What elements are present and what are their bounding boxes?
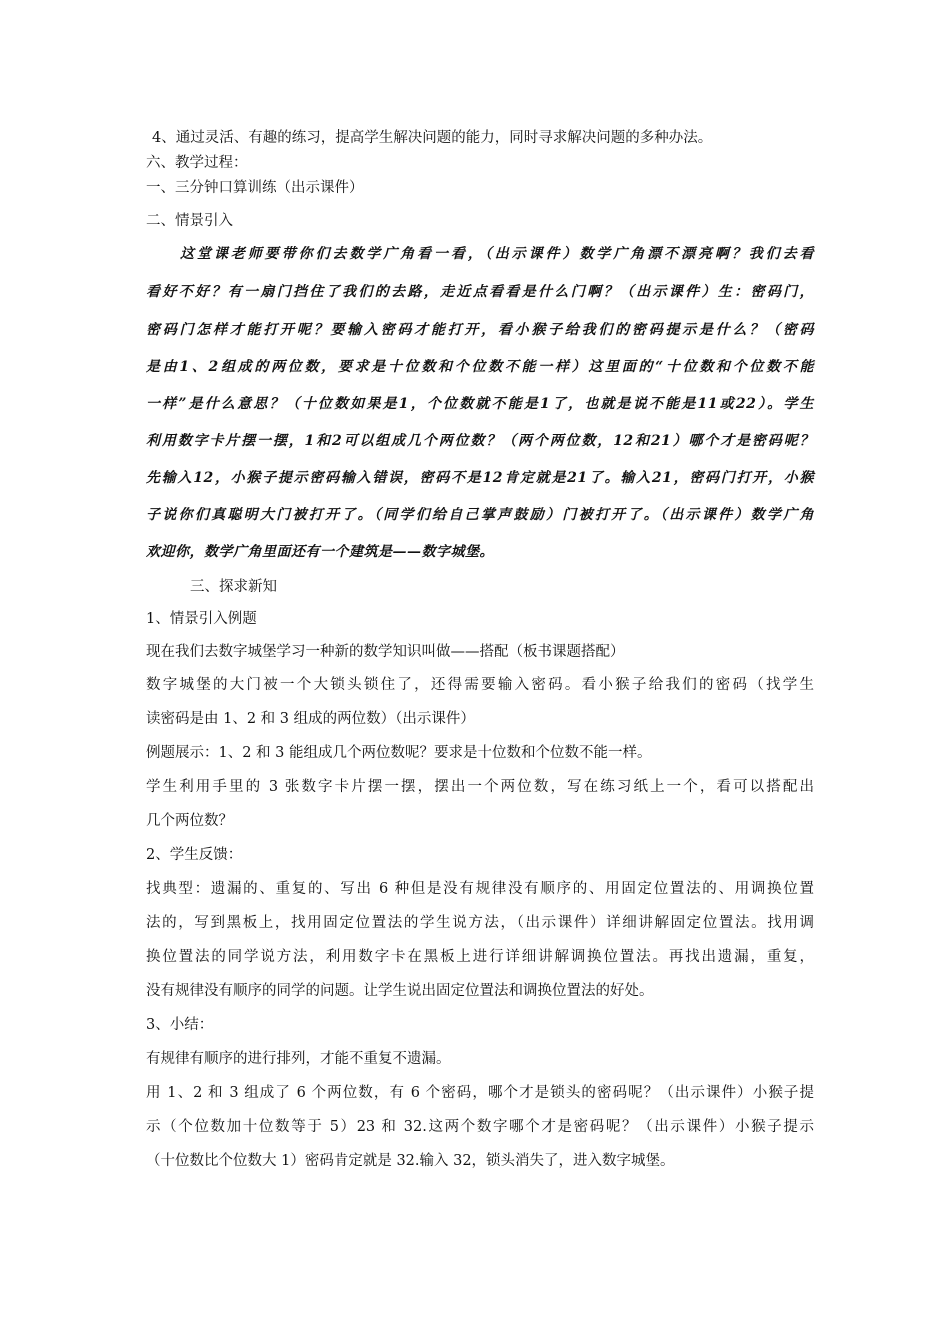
- para-typical-4: 没有规律没有顺序的同学的问题。让学生说出固定位置法和调换位置法的好处。: [146, 983, 654, 999]
- para-password-2: 示（个位数加十位数等于 5）23 和 32.这两个数字哪个才是密码呢？（出示课件）小猴子提示: [146, 1119, 814, 1135]
- story-line-7: 先输入12，小猴子提示密码输入错误，密码不是12肯定就是21了。输入21，密码门打开，小猴: [146, 470, 814, 486]
- story-line-6: 利用数字卡片摆一摆，1和2可以组成几个两位数？（两个两位数，12和21）哪个才是密码呢？: [146, 433, 814, 449]
- story-line-4: 是由1、2组成的两位数，要求是十位数和个位数不能一样）这里面的“十位数和个位数不能: [146, 359, 814, 375]
- step-explore-new: 三、探求新知: [190, 579, 277, 595]
- sub-feedback: 2、学生反馈：: [146, 847, 243, 863]
- para-castle-door-1: 数字城堡的大门被一个大锁头锁住了，还得需要输入密码。看小猴子给我们的密码（找学生: [146, 677, 814, 693]
- para-typical-1: 找典型：遗漏的、重复的、写出 6 种但是没有规律没有顺序的、用固定位置法的、用调换位置: [146, 881, 814, 897]
- story-line-9: 欢迎你，数学广角里面还有一个建筑是——数字城堡。: [146, 544, 494, 560]
- step-oral-training: 一、三分钟口算训练（出示课件）: [146, 180, 364, 196]
- para-summary: 有规律有顺序的进行排列，才能不重复不遗漏。: [146, 1051, 451, 1067]
- step-scenario-intro: 二、情景引入: [146, 213, 233, 229]
- para-password-1: 用 1、2 和 3 组成了 6 个两位数，有 6 个密码，哪个才是锁头的密码呢？（出示课件）小猴子提: [146, 1085, 814, 1101]
- para-example: 例题展示：1、2 和 3 能组成几个两位数呢？要求是十位数和个位数不能一样。: [146, 745, 652, 761]
- para-castle-door-2: 读密码是由 1、2 和 3 组成的两位数）（出示课件）: [146, 711, 475, 727]
- story-line-2: 看好不好？有一扇门挡住了我们的去路，走近点看看是什么门啊？（出示课件）生：密码门，: [146, 284, 814, 300]
- objective-4: 4、通过灵活、有趣的练习，提高学生解决问题的能力，同时寻求解决问题的多种办法。: [152, 130, 713, 146]
- para-typical-2: 法的，写到黑板上，找用固定位置法的学生说方法，（出示课件）详细讲解固定位置法。找用调: [146, 915, 814, 931]
- story-line-5: 一样”是什么意思？（十位数如果是1，个位数就不能是1了，也就是说不能是11或22）。学生: [146, 396, 814, 412]
- section-teaching-process: 六、教学过程：: [146, 155, 248, 171]
- para-typical-3: 换位置法的同学说方法，利用数字卡在黑板上进行详细讲解调换位置法。再找出遗漏，重复，: [146, 949, 814, 965]
- story-line-1: 这堂课老师要带你们去数学广角看一看，（出示课件）数学广角漂不漂亮啊？我们去看: [180, 246, 814, 262]
- para-cards-1: 学生利用手里的 3 张数字卡片摆一摆，摆出一个两位数，写在练习纸上一个，看可以搭配出: [146, 779, 814, 795]
- story-line-3: 密码门怎样才能打开呢？要输入密码才能打开，看小猴子给我们的密码提示是什么？（密码: [146, 322, 814, 338]
- para-collocation: 现在我们去数字城堡学习一种新的数学知识叫做——搭配（板书课题搭配）: [146, 644, 625, 660]
- story-line-8: 子说你们真聪明大门被打开了。（同学们给自己掌声鼓励）门被打开了。（出示课件）数学广角: [146, 507, 814, 523]
- para-cards-2: 几个两位数？: [146, 813, 233, 829]
- sub-summary: 3、小结：: [146, 1017, 214, 1033]
- para-password-3: （十位数比个位数大 1）密码肯定就是 32.输入 32，锁头消失了，进入数字城堡。: [146, 1153, 675, 1169]
- sub-scenario-example: 1、情景引入例题: [146, 611, 257, 627]
